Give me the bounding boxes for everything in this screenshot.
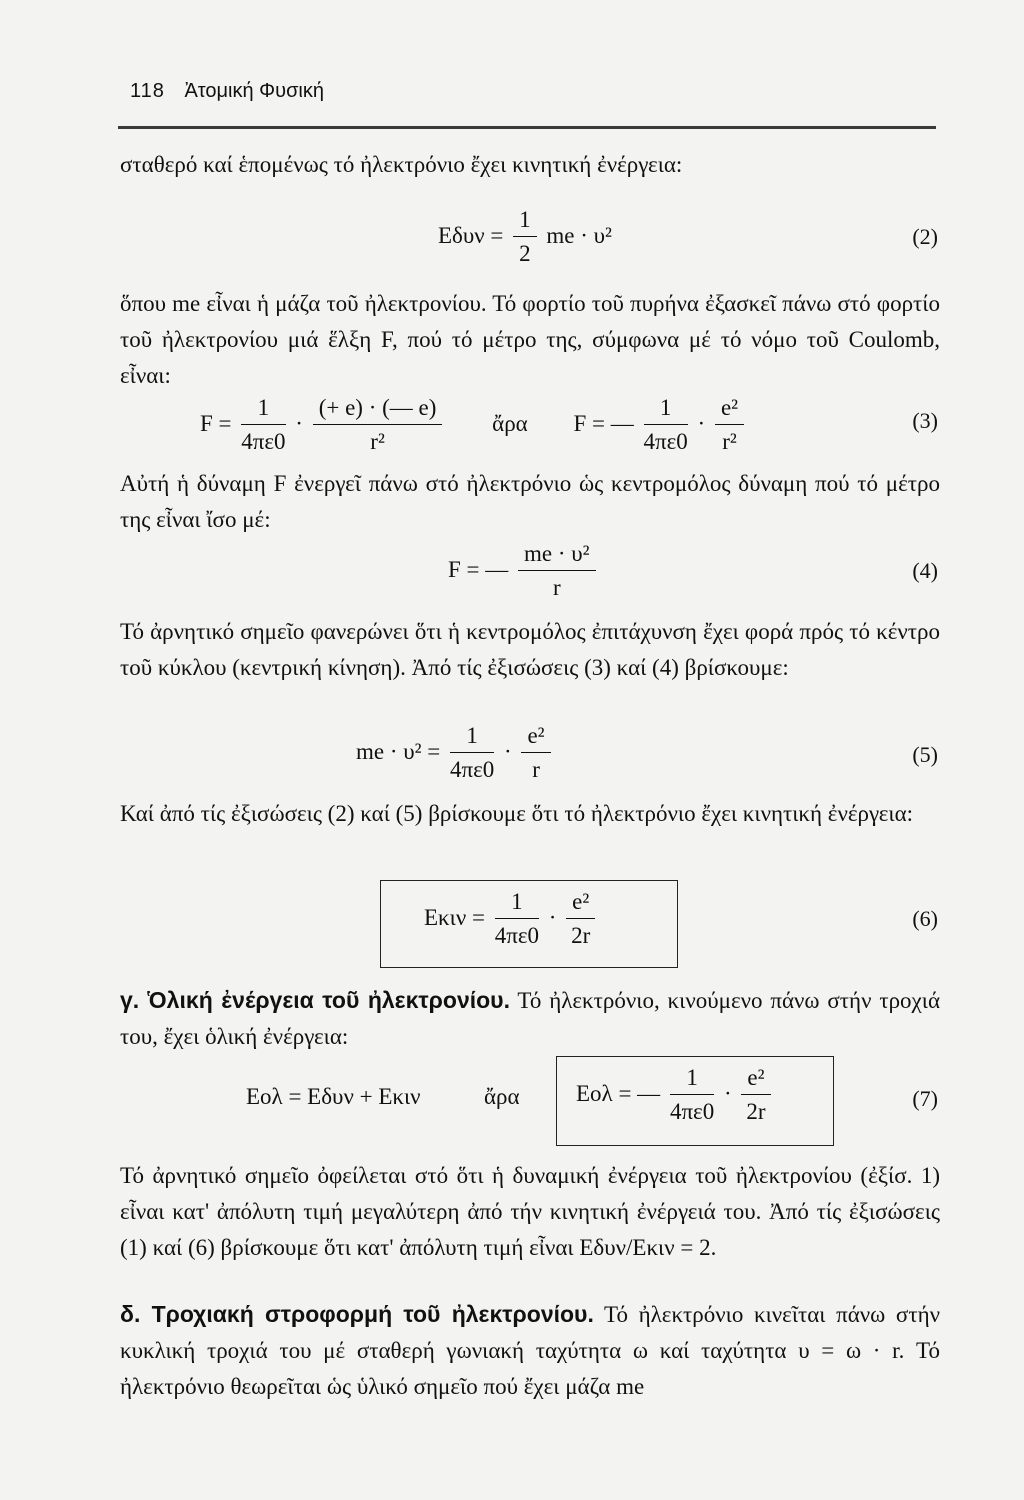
- fraction: $\frac{\text{e²}}{2r}$: [741, 1064, 770, 1127]
- section-heading-delta: δ. Τροχιακή στροφορμή τοῦ ἠλεκτρονίου.: [120, 1301, 594, 1327]
- fraction: $\frac{1}{4\pi\varepsilon 0}$: [643, 395, 688, 454]
- equation-2: Eδυν = $\frac{1}{2}$ me · υ²: [438, 206, 612, 269]
- fraction: $\frac{1}{4\pi\varepsilon 0}$: [494, 889, 539, 948]
- paragraph-5: Καί ἀπό τίς ἐξισώσεις (2) καί (5) βρίσκουμε ὅτι τό ἠλεκτρόνιο ἔχει κινητική ἐνέργεια:: [120, 801, 914, 826]
- paragraph-6: γ. Ὁλική ἐνέργεια τοῦ ἠλεκτρονίου. Τό ἠλεκτρόνιο, κινούμενο πάνω στήν τροχιά του, ἔχει ὁλική ἐνέργεια:: [120, 987, 940, 1049]
- page-header: [130, 80, 324, 103]
- equation-label-5: (5): [912, 742, 938, 767]
- fraction: $\frac{(+ e) \cdot (— e)}{\text{r²}}$: [313, 394, 443, 457]
- paragraph-4: Τό ἀρνητικό σημεῖο φανερώνει ὅτι ἡ κεντρομόλος ἐπιτάχυνση ἔχει φορά πρός τό κέντρο τοῦ κύκλου (κεντρική κίνηση). Ἀπό τίς ἐξισώσεις (3) καί (4) βρίσκουμε:: [120, 619, 940, 680]
- equation-label-6: (6): [912, 906, 938, 931]
- fraction: $\frac{\text{me · υ²}}{r}$: [518, 540, 596, 603]
- page-number: 118: [130, 80, 165, 102]
- header-rule: [118, 126, 936, 129]
- equation-label-7: (7): [912, 1086, 938, 1111]
- fraction: $\frac{1}{2}$: [513, 206, 537, 269]
- equation-7-mid: ἄρα: [484, 1084, 520, 1109]
- fraction: $\frac{\text{e²}}{\text{r²}}$: [715, 394, 744, 457]
- equation-6: Eκιν = $\frac{1}{4\pi\varepsilon 0}$ · $\frac{\text{e²}}{2r}$: [424, 888, 599, 951]
- fraction: $\frac{1}{4\pi\varepsilon 0}$: [669, 1065, 715, 1124]
- equation-label-3: (3): [912, 408, 938, 433]
- paragraph-7: Τό ἀρνητικό σημεῖο ὀφείλεται στό ὅτι ἡ δυναμική ἐνέργεια τοῦ ἠλεκτρονίου (ἐξίσ. 1) εἶναι κατ' ἀπόλυτη τιμή μεγαλύτερη ἀπό τήν κινητική ἐνέργειά του. Ἀπό τίς ἐξισώσεις (1) καί (6) βρίσκουμε ὅτι κατ' ἀπόλυτη τιμή εἶναι Eδυν/Eκιν = 2.: [120, 1163, 940, 1260]
- paragraph-2: ὅπου me εἶναι ἡ μάζα τοῦ ἠλεκτρονίου. Τό φορτίο τοῦ πυρήνα ἐξασκεῖ πάνω στό φορτίο τοῦ ἠλεκτρονίου μιά ἕλξη F, πού τό μέτρο της, σύμφωνα μέ τό νόμο τοῦ Coulomb, εἶναι:: [120, 291, 940, 388]
- fraction: $\frac{\text{e²}}{2r}$: [566, 888, 595, 951]
- equation-4: F = — $\frac{\text{me · υ²}}{r}$: [448, 540, 600, 603]
- paragraph-8: δ. Τροχιακή στροφορμή τοῦ ἠλεκτρονίου. Τό ἠλεκτρόνιο κινεῖται πάνω στήν κυκλική τροχιά του μέ σταθερή γωνιακή ταχύτητα ω καί ταχύτητα υ = ω · r. Τό ἠλεκτρόνιο θεωρεῖται ὡς ὑλικό σημεῖο πού ἔχει μάζα me: [120, 1301, 940, 1399]
- equation-7: Eολ = — $\frac{1}{4\pi\varepsilon 0}$ · $\frac{\text{e²}}{2r}$: [576, 1064, 775, 1127]
- fraction: $\frac{1}{4\pi\varepsilon 0}$: [450, 723, 495, 782]
- fraction: $\frac{1}{4\pi\varepsilon 0}$: [241, 395, 286, 454]
- equation-label-2: (2): [912, 224, 938, 249]
- paragraph-3: Αὐτή ἡ δύναμη F ἐνεργεῖ πάνω στό ἠλεκτρόνιο ὡς κεντρομόλος δύναμη πού τό μέτρο της εἶναι ἴσο μέ:: [120, 471, 940, 532]
- equation-7-left: Eολ = Eδυν + Eκιν: [246, 1084, 421, 1109]
- paragraph-1: σταθερό καί ἑπομένως τό ἠλεκτρόνιο ἔχει κινητική ἐνέργεια:: [120, 152, 683, 177]
- equation-5: me · υ² = $\frac{1}{4\pi\varepsilon 0}$ · $\frac{\text{e²}}{r}$: [356, 722, 555, 785]
- running-title: Ἀτομική Φυσική: [184, 80, 324, 102]
- fraction: $\frac{\text{e²}}{r}$: [521, 722, 550, 785]
- section-heading-gamma: γ. Ὁλική ἐνέργεια τοῦ ἠλεκτρονίου.: [120, 987, 510, 1013]
- equation-3: F = $\frac{1}{4\pi\varepsilon 0}$ · $\frac{(+ e) \cdot (— e)}{\text{r²}}$ ἄρα F = — $\frac{1}{4\pi\varepsilon 0}$ · $\frac{\text{e²}}{\text{r²}}$: [200, 394, 748, 457]
- equation-label-4: (4): [912, 558, 938, 583]
